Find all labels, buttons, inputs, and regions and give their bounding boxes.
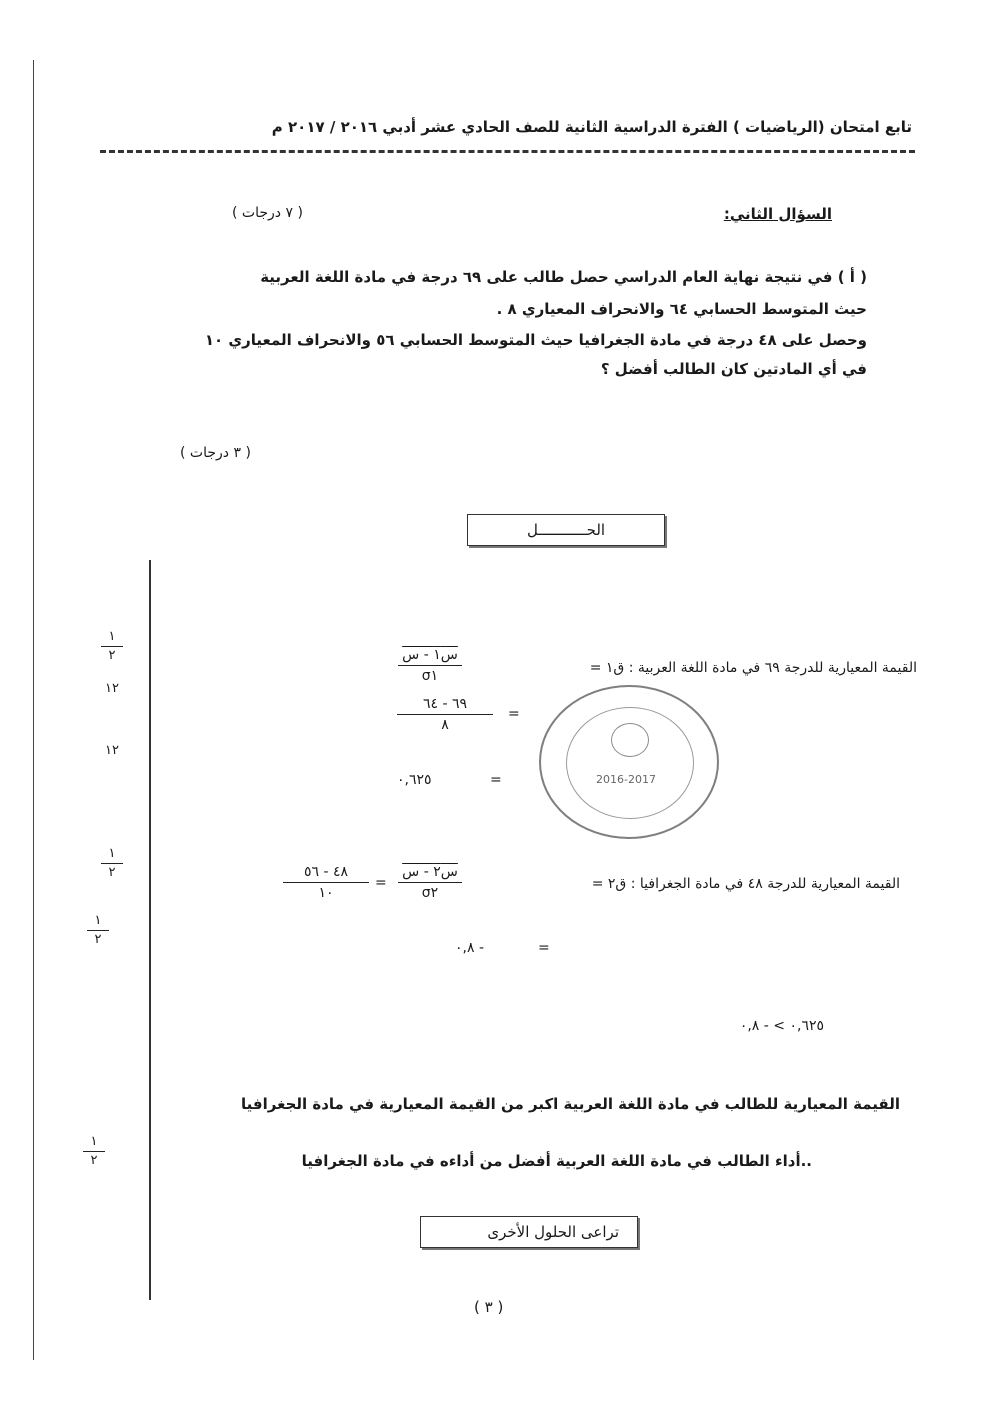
geo-result: - ٠,٨ <box>455 940 485 956</box>
mark-half-5 <box>87 912 109 949</box>
mark-denominator: ٢ <box>112 743 119 758</box>
arabic-result: ٠,٦٢٥ <box>397 772 432 788</box>
page-number: ( ٣ ) <box>474 1298 504 1316</box>
mark-numerator: ١ <box>105 681 112 696</box>
arabic-standard-label: القيمة المعيارية للدرجة ٦٩ في مادة اللغة العربية : ق١ = <box>589 660 917 676</box>
mark-denominator: ٢ <box>83 1151 105 1170</box>
stamp-emblem <box>611 723 649 757</box>
mark-half-1 <box>101 628 123 665</box>
geo-step-fraction <box>283 862 369 903</box>
step-denominator: ١٠ <box>283 882 369 903</box>
step-numerator: ٤٨ - ٥٦ <box>303 864 349 880</box>
formula-denominator: σ١ <box>398 665 462 686</box>
mark-half-4 <box>101 845 123 882</box>
conclusion-line2: ..أداء الطالب في مادة اللغة العربية أفضل من أداءه في مادة الجغرافيا <box>301 1152 812 1170</box>
mark-half-6 <box>83 1133 105 1170</box>
part-a-line2: حيث المتوسط الحسابي ٦٤ والانحراف المعياري ٨ . <box>496 300 867 318</box>
part-a-line4: في أي المادتين كان الطالب أفضل ؟ <box>600 360 867 378</box>
geo-formula <box>398 862 462 903</box>
formula-numerator: س٢ - س <box>402 864 458 880</box>
grading-column-line <box>149 560 151 1300</box>
question-label: السؤال الثاني: <box>723 205 832 223</box>
geo-result-equals: = <box>538 940 550 956</box>
mark-half-2 <box>101 680 123 698</box>
step-numerator: ٦٩ - ٦٤ <box>422 696 468 712</box>
mark-numerator: ١ <box>90 1134 98 1149</box>
mark-denominator: ٢ <box>101 646 123 665</box>
left-margin-line <box>33 60 34 1360</box>
arabic-step-equals: = <box>508 706 520 722</box>
mark-denominator: ٢ <box>87 930 109 949</box>
mark-numerator: ١ <box>94 913 102 928</box>
mark-numerator: ١ <box>108 846 116 861</box>
school-stamp <box>539 685 719 839</box>
mark-half-3 <box>101 742 123 760</box>
part-a-line3: وحصل على ٤٨ درجة في مادة الجغرافيا حيث المتوسط الحسابي ٥٦ والانحراف المعياري ١٠ <box>204 331 867 349</box>
comparison: ٠,٦٢٥ > - ٠,٨ <box>739 1018 824 1034</box>
formula-denominator: σ٢ <box>398 882 462 903</box>
mark-numerator: ١ <box>108 629 116 644</box>
part-a-line1: ( أ ) في نتيجة نهاية العام الدراسي حصل طالب على ٦٩ درجة في مادة اللغة العربية <box>260 268 867 286</box>
solution-title: الحـــــــــــل <box>467 514 665 546</box>
formula-numerator: س١ - س <box>402 647 458 663</box>
header-divider <box>100 150 915 153</box>
mark-denominator: ٢ <box>101 863 123 882</box>
step-denominator: ٨ <box>397 714 493 735</box>
mark-denominator: ٢ <box>112 681 119 696</box>
arabic-step-fraction <box>397 694 493 735</box>
exam-header: تابع امتحان (الرياضيات ) الفترة الدراسية الثانية للصف الحادي عشر أدبي ٢٠١٦ / ٢٠١٧ م <box>271 118 912 136</box>
stamp-year: 2016-2017 <box>596 773 656 786</box>
question-marks: ( ٧ درجات ) <box>232 205 303 221</box>
geo-standard-label: القيمة المعيارية للدرجة ٤٨ في مادة الجغرافيا : ق٢ = <box>591 876 900 892</box>
part-marks: ( ٣ درجات ) <box>180 445 251 461</box>
other-solutions-note: تراعى الحلول الأخرى <box>420 1216 638 1248</box>
mark-numerator: ١ <box>105 743 112 758</box>
arabic-formula <box>398 645 462 686</box>
arabic-result-equals: = <box>490 772 502 788</box>
geo-step-equals: = <box>375 875 387 891</box>
conclusion-line1: القيمة المعيارية للطالب في مادة اللغة العربية اكبر من القيمة المعيارية في مادة الجغرافيا <box>241 1095 900 1113</box>
